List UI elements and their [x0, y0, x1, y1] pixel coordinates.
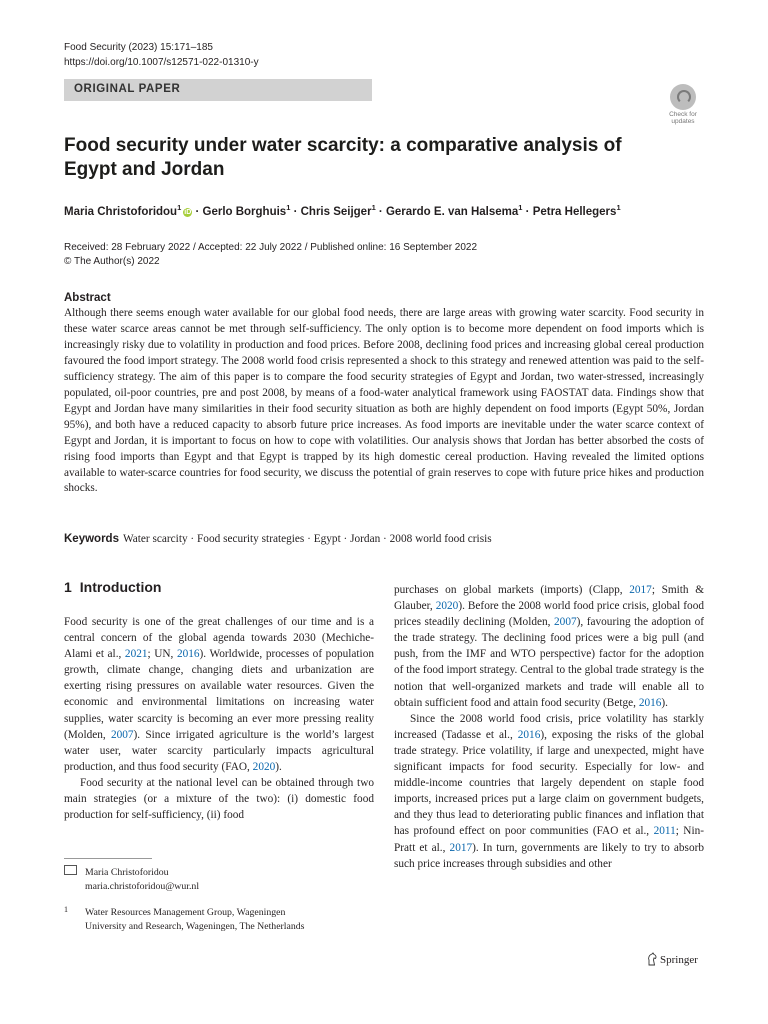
badge-line1: Check for	[669, 111, 697, 118]
abstract-heading: Abstract	[64, 292, 111, 304]
citation-link[interactable]: 2011	[653, 825, 676, 838]
author-name[interactable]: Gerardo E. van Halsema	[385, 205, 519, 218]
author-name[interactable]: Chris Seijger	[300, 205, 372, 218]
author-affil-mark: 1	[518, 203, 523, 212]
abstract-text: Although there seems enough water available for our global food needs, there are large areas with growing water scarcity. Food security in these water scarce areas cannot be met through self-sufficiency. The only option is to become more dependent on food imports which is increasingly risky due to volatility in production and food prices. Before 2008, declining food prices and increasing global cereal production favoured the food import strategy. The 2008 world food crisis represented a shock to this strategy and renewed attention was paid to the self-sufficiency strategy. The aim of this paper is to compare the food security strategies of Egypt and Jordan, two water-stressed, increasingly populated, oil-poor countries, pre and post 2008, by means of a food-water analytical framework using FAOSTAT data. Findings show that Egypt and Jordan have many similarities in their food security situation as both are highly dependent on food imports (Egypt 50%, Jordan 95%), and both have a reduced capacity to absorb future price increases. As food imports are inevitable under the water scarce context of Egypt and Jordan, it is important to focus on how to cope with volatilities. Our analysis shows that Jordan has better absorbed the costs of rising food imports than Egypt and that Egypt is trapped by its high domestic cereal production. Having revealed the limited options available to water-scarce countries for food security, we discuss the potential of grain reserves to cope with future price hikes and production shocks.	[64, 307, 704, 495]
history-dates: Received: 28 February 2022 / Accepted: 22 July 2022 / Published online: 16 September 2022	[64, 242, 478, 253]
body-column-left	[64, 614, 374, 823]
citation-link[interactable]: 2020	[252, 760, 276, 773]
citation-link[interactable]: 2020	[435, 600, 459, 613]
keywords-text: Water scarcity · Food security strategies · Egypt · Jordan · 2008 world food crisis	[122, 533, 492, 545]
keywords-line	[64, 533, 492, 545]
section-title: Introduction	[79, 579, 162, 595]
section-number: 1	[64, 579, 72, 595]
citation-link[interactable]: 2017	[449, 841, 473, 854]
copyright: © The Author(s) 2022	[64, 256, 160, 267]
springer-horse-icon	[646, 952, 658, 966]
footnote-author-name: Maria Christoforidou	[85, 867, 169, 878]
author-name[interactable]: Gerlo Borghuis	[202, 205, 287, 218]
citation-link[interactable]: 2017	[629, 584, 652, 596]
author-affil-mark: 1	[286, 203, 291, 212]
body-paragraph: Since the 2008 world food crisis, price volatility has starkly increased (Tadasse et al., 2016), exposing the risks of the global trade strategy. Price volatility, if large and unexpected, might have significant impacts for food security. Especially for low- and middle-income countries that largely dependent on staple food imports, increased prices put a large claim on government budgets, and they thus lead to deteriorating public finances and inflation that has profound effect on poor communities (FAO et al., 2011; Nin-Pratt et al., 2017). In turn, governments are likely to try to absorb such price increases through subsidies and other	[394, 712, 705, 870]
body-column-right	[394, 582, 704, 872]
article-type-banner	[64, 79, 372, 101]
author-list: Maria Christoforidou$^1$iD · Gerlo Borghuis$^1$ · Chris Seijger$^1$ · Gerardo E. van Halsema$^1$ · Petra Hellegers$^1$	[64, 203, 621, 218]
author-name[interactable]: Petra Hellegers	[532, 205, 617, 218]
crossmark-icon	[670, 84, 696, 110]
author-affil-mark: 1	[177, 203, 182, 212]
body-paragraph: Food security at the national level can be obtained through two main strategies (or a mixture of the two): (i) domestic food production for self-sufficiency, (ii) food	[64, 776, 374, 822]
badge-line2: updates	[671, 118, 695, 125]
author-affil-mark: 1	[371, 203, 376, 212]
body-paragraph: purchases on global markets (imports) (Clapp, 2017; Smith & Glauber, 2020). Before the 2008 world food price crisis, global food prices steadily declining (Molden, 2007), favouring the adoption of the trade strategy. The declining food prices were a big pull (and push, from the IMF and WTO perspective) factor for the adoption of the food import strategy. Central to the global trade strategy is the notion that well-organized markets and trade will enable all to obtain sufficient food and attain food security (Betge, 2016).	[394, 584, 704, 709]
affiliation-line2: University and Research, Wageningen, The Netherlands	[85, 920, 305, 932]
keywords-label: Keywords	[64, 533, 119, 545]
citation-link[interactable]: 2016	[517, 728, 541, 741]
affiliation-footnote	[64, 903, 304, 933]
doi-link[interactable]: https://doi.org/10.1007/s12571-022-01310-y	[64, 57, 259, 68]
author-email[interactable]: maria.christoforidou@wur.nl	[85, 880, 200, 892]
section-heading	[64, 579, 161, 595]
article-dates	[64, 241, 477, 269]
corresponding-author-footnote	[64, 865, 199, 893]
affiliation-line1: Water Resources Management Group, Wageningen	[85, 907, 286, 918]
orcid-icon[interactable]: iD	[184, 208, 192, 216]
article-type-label: ORIGINAL PAPER	[74, 83, 181, 95]
publisher-name: Springer	[660, 954, 698, 966]
envelope-icon	[64, 865, 77, 875]
body-paragraph: Food security is one of the great challenges of our time and is a central concern of the global agenda towards 2030 (Mechiche-Alami et al., 2021; UN, 2016). Worldwide, processes of population growth, climate change, changing diets and urbanization are exerting rising pressures on available water resources. Given the economic and environmental limitations on increasing water supplies, water scarcity is becoming an ever more pressing reality (Molden, 2007). Since irrigated agriculture is the world’s largest water user, water scarcity particularly impacts agricultural production, and thus food security (FAO, 2020).	[64, 616, 374, 773]
citation-link[interactable]: 2016	[638, 696, 662, 709]
footnote-divider	[64, 858, 152, 859]
citation-link[interactable]: 2021	[124, 648, 148, 661]
author-affil-mark: 1	[616, 203, 621, 212]
paper-title: Food security under water scarcity: a comparative analysis of Egypt and Jordan	[64, 135, 622, 180]
check-for-updates-badge[interactable]	[664, 84, 702, 124]
citation-link[interactable]: 2007	[554, 616, 577, 629]
affiliation-mark: 1	[64, 905, 68, 914]
journal-info	[64, 40, 259, 70]
journal-citation: Food Security (2023) 15:171–185	[64, 42, 213, 53]
citation-link[interactable]: 2007	[110, 728, 134, 741]
author-name[interactable]: Maria Christoforidou	[64, 205, 178, 218]
citation-link[interactable]: 2016	[176, 648, 200, 661]
publisher-logo	[646, 952, 698, 966]
